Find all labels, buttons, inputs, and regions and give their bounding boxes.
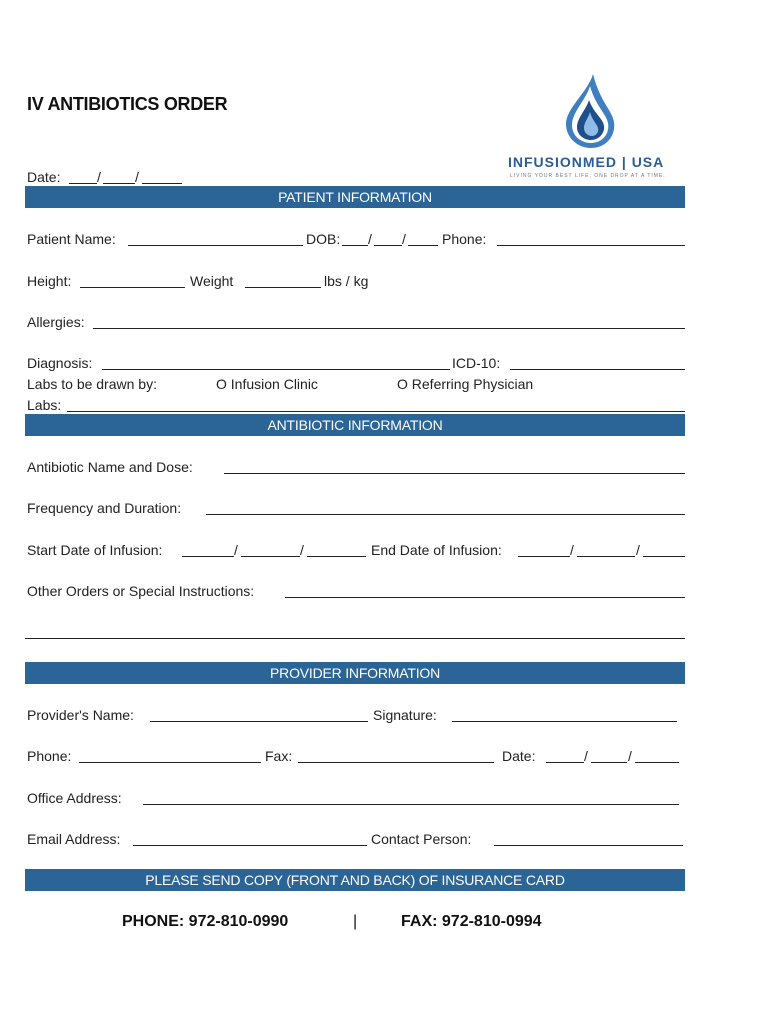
- signature-field[interactable]: [452, 721, 677, 722]
- date-year-field[interactable]: [142, 183, 182, 184]
- end-day-field[interactable]: [577, 556, 635, 557]
- provider-name-field[interactable]: [150, 721, 368, 722]
- section-patient-information: PATIENT INFORMATION: [25, 186, 685, 208]
- weight-field[interactable]: [245, 287, 321, 288]
- frequency-duration-field[interactable]: [206, 514, 685, 515]
- antibiotic-name-dose-field[interactable]: [224, 473, 685, 474]
- fax-label: Fax:: [265, 748, 293, 764]
- page-title: IV ANTIBIOTICS ORDER: [27, 94, 228, 114]
- icd10-field[interactable]: [510, 369, 685, 370]
- allergies-label: Allergies:: [27, 314, 85, 330]
- diagnosis-label: Diagnosis:: [27, 355, 93, 371]
- provider-phone-field[interactable]: [79, 762, 261, 763]
- provider-name-label: Provider's Name:: [27, 707, 134, 723]
- start-day-field[interactable]: [241, 556, 300, 557]
- logo-tagline: LIVING YOUR BEST LIFE, ONE DROP AT A TIME.: [510, 173, 666, 179]
- date-month-field[interactable]: [69, 183, 97, 184]
- start-date-label: Start Date of Infusion:: [27, 542, 163, 558]
- section-provider-information: PROVIDER INFORMATION: [25, 662, 685, 684]
- weight-unit-label: lbs / kg: [324, 273, 369, 289]
- other-orders-field[interactable]: [285, 597, 685, 598]
- antibiotic-name-dose-label: Antibiotic Name and Dose:: [27, 459, 193, 475]
- dob-year-field[interactable]: [408, 245, 438, 246]
- footer-phone: PHONE: 972-810-0990: [122, 913, 289, 930]
- insurance-card-notice: PLEASE SEND COPY (FRONT AND BACK) OF INSURANCE CARD: [25, 869, 685, 891]
- section-antibiotic-information: ANTIBIOTIC INFORMATION: [25, 414, 685, 436]
- dob-label: DOB:: [306, 231, 341, 247]
- labs-field[interactable]: [67, 411, 685, 412]
- fax-field[interactable]: [298, 762, 494, 763]
- end-year-field[interactable]: [643, 556, 685, 557]
- footer-separator: |: [353, 913, 358, 930]
- dob-day-field[interactable]: [374, 245, 402, 246]
- provider-date-year-field[interactable]: [635, 762, 679, 763]
- date-day-field[interactable]: [103, 183, 135, 184]
- patient-name-label: Patient Name:: [27, 231, 116, 247]
- logo-wordmark: INFUSIONMED | USA: [508, 154, 665, 170]
- office-address-label: Office Address:: [27, 790, 122, 806]
- contact-person-field[interactable]: [494, 845, 683, 846]
- patient-name-field[interactable]: [128, 245, 303, 246]
- contact-person-label: Contact Person:: [371, 831, 472, 847]
- dob-month-field[interactable]: [342, 245, 368, 246]
- provider-date-day-field[interactable]: [591, 762, 627, 763]
- labs-drawn-by-label: Labs to be drawn by:: [27, 376, 157, 392]
- provider-date-label: Date:: [502, 748, 536, 764]
- footer-fax: FAX: 972-810-0994: [401, 913, 542, 930]
- email-address-label: Email Address:: [27, 831, 121, 847]
- office-address-field[interactable]: [143, 804, 679, 805]
- patient-phone-label: Phone:: [442, 231, 487, 247]
- weight-label: Weight: [190, 273, 234, 289]
- date-label: Date:: [27, 169, 61, 185]
- signature-label: Signature:: [373, 707, 437, 723]
- frequency-duration-label: Frequency and Duration:: [27, 500, 182, 516]
- start-month-field[interactable]: [182, 556, 234, 557]
- diagnosis-field[interactable]: [102, 369, 450, 370]
- start-year-field[interactable]: [307, 556, 366, 557]
- provider-date-month-field[interactable]: [546, 762, 584, 763]
- water-drop-logo-icon: [560, 72, 620, 150]
- email-address-field[interactable]: [133, 845, 367, 846]
- patient-phone-field[interactable]: [497, 245, 685, 246]
- icd10-label: ICD-10:: [452, 355, 501, 371]
- end-date-label: End Date of Infusion:: [371, 542, 502, 558]
- option-infusion-clinic[interactable]: O Infusion Clinic: [216, 376, 318, 392]
- provider-phone-label: Phone:: [27, 748, 72, 764]
- end-month-field[interactable]: [518, 556, 570, 557]
- allergies-field[interactable]: [93, 328, 685, 329]
- height-field[interactable]: [80, 287, 185, 288]
- other-orders-field-line-2[interactable]: [25, 638, 685, 639]
- option-referring-physician[interactable]: O Referring Physician: [397, 376, 534, 392]
- other-orders-label: Other Orders or Special Instructions:: [27, 583, 255, 599]
- height-label: Height:: [27, 273, 72, 289]
- labs-label: Labs:: [27, 397, 62, 413]
